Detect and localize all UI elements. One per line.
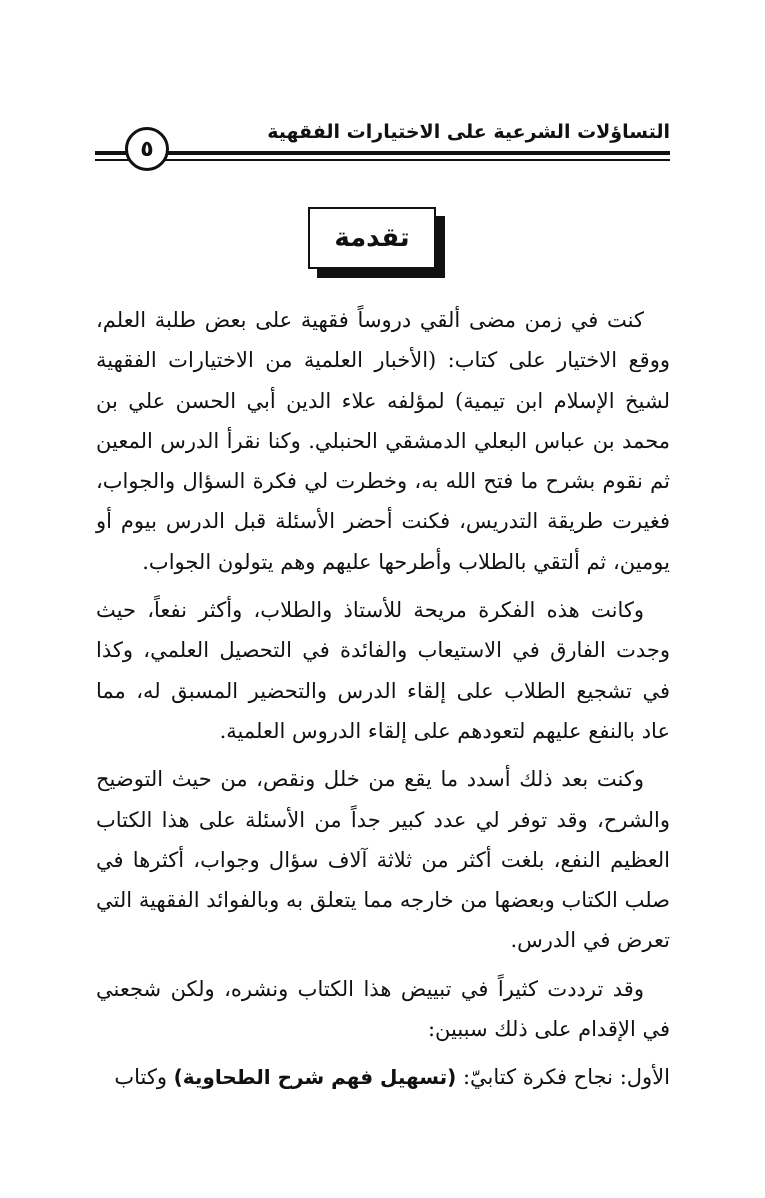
paragraph-5 xyxy=(96,1057,670,1097)
page-header xyxy=(95,115,670,175)
first-reason-prefix: الأول: نجاح فكرة كتابيّ: xyxy=(456,1065,670,1090)
first-reason-suffix: وكتاب xyxy=(114,1065,174,1090)
running-title: التساؤلات الشرعية على الاختيارات الفقهية xyxy=(267,121,670,143)
paragraph-3: وكنت بعد ذلك أسدد ما يقع من خلل ونقص، من حيث التوضيح والشرح، وقد توفر لي عدد كبير جداً من الأسئلة على هذا الكتاب العظيم النفع، بلغت أكثر من ثلاثة آلاف سؤال وجواب، أكثرها في صلب الكتاب وبعضها من خارجه مما يتعلق به وبالفوائد الفقهية التي تعرض في الدرس. xyxy=(96,767,670,953)
book-title: (تسهيل فهم شرح الطحاوية) xyxy=(173,1065,457,1090)
paragraph-4: وقد ترددت كثيراً في تبييض هذا الكتاب ونشره، ولكن شجعني في الإقدام على ذلك سببين: xyxy=(96,976,670,1042)
body-text xyxy=(96,300,670,1106)
header-rule-thin xyxy=(95,159,670,161)
paragraph-2: وكانت هذه الفكرة مريحة للأستاذ والطلاب، وأكثر نفعاً، حيث وجدت الفارق في الاستيعاب والفائدة في التحصيل العلمي، وكذا في تشجيع الطلاب على إلقاء الدرس والتحضير المسبق له، مما عاد بالنفع عليهم لتعودهم على إلقاء الدروس العلمية. xyxy=(96,598,670,743)
paragraph-1: كنت في زمن مضى ألقي دروساً فقهية على بعض طلبة العلم، ووقع الاختيار على كتاب: (الأخبار العلمية من الاختيارات الفقهية لشيخ الإسلام ابن تيمية) لمؤلفه علاء الدين أبي الحسن علي بن محمد بن عباس البعلي الدمشقي الحنبلي. وكنا نقرأ الدرس المعين ثم نقوم بشرح ما فتح الله به، وخطرت لي فكرة السؤال والجواب، فغيرت طريقة التدريس، فكنت أحضر الأسئلة قبل الدرس بيوم أو يومين، ثم ألتقي بالطلاب وأطرحها عليهم وهم يتولون الجواب. xyxy=(96,308,670,574)
section-title-box xyxy=(308,207,436,269)
page-number-badge: ٥ xyxy=(125,127,169,171)
header-rule-thick xyxy=(95,151,670,155)
section-title: تقدمة xyxy=(334,223,410,253)
